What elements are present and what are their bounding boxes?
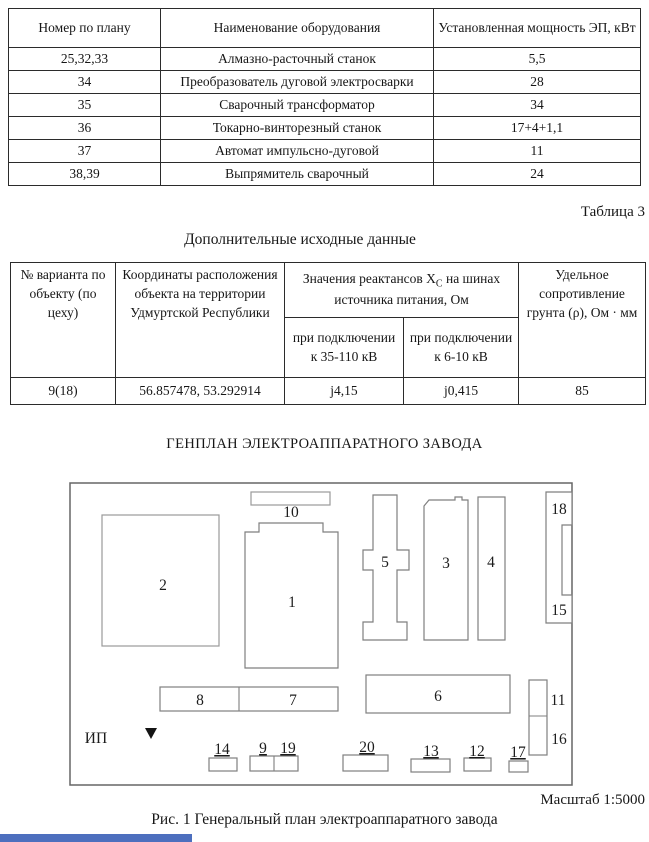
table-cell: 25,32,33 <box>9 48 161 71</box>
table-caption: Таблица 3 <box>580 204 645 220</box>
plan-label: 6 <box>434 688 442 705</box>
reactance-subscript: С <box>435 278 443 290</box>
genplan-figure <box>60 480 600 790</box>
additional-data-title: Дополнительные исходные данные <box>184 231 416 248</box>
variant-table <box>10 262 646 405</box>
col-header-coordinates: Координаты расположения объекта на территории Удмуртской Республики <box>116 263 285 378</box>
cell-reactance-35-110: j4,15 <box>285 378 404 405</box>
plan-label: 4 <box>487 554 495 571</box>
table-cell: 34 <box>434 94 641 117</box>
plan-label: 14 <box>214 741 230 758</box>
cell-soil-resistivity: 85 <box>519 378 646 405</box>
plan-label: 10 <box>283 504 299 521</box>
variant-table-data-row <box>11 378 646 405</box>
building-14 <box>209 758 237 771</box>
genplan-title: ГЕНПЛАН ЭЛЕКТРОАППАРАТНОГО ЗАВОДА <box>166 436 483 452</box>
table-cell: 17+4+1,1 <box>434 117 641 140</box>
building-20 <box>343 755 388 771</box>
plan-label: 13 <box>423 743 439 760</box>
table-cell: 11 <box>434 140 641 163</box>
table-cell: Токарно-винторезный станок <box>161 117 434 140</box>
table-cell: 24 <box>434 163 641 186</box>
equipment-table-header-row <box>9 9 641 48</box>
variant-table-header-row-1 <box>11 263 646 318</box>
building-8-7 <box>160 687 338 711</box>
table-cell: 38,39 <box>9 163 161 186</box>
table-cell: 34 <box>9 71 161 94</box>
bottom-blue-strip <box>0 834 192 842</box>
plan-label: 2 <box>159 577 167 594</box>
figure-caption: Рис. 1 Генеральный план электроаппаратного завода <box>151 811 498 828</box>
col-header-reactance-group <box>285 263 519 318</box>
col-header-equipment-name: Наименование оборудования <box>161 9 434 48</box>
table-row <box>9 163 641 186</box>
table-cell: Выпрямитель сварочный <box>161 163 434 186</box>
table-row <box>9 48 641 71</box>
plan-label: 5 <box>381 554 389 571</box>
plan-label: 7 <box>289 692 297 709</box>
plan-label: ИП <box>84 730 108 747</box>
power-source-triangle-icon <box>145 728 157 739</box>
plan-label: 3 <box>442 555 450 572</box>
table-cell: 36 <box>9 117 161 140</box>
plan-label: 9 <box>259 740 267 757</box>
table-cell: Преобразователь дуговой электросварки <box>161 71 434 94</box>
table-row <box>9 71 641 94</box>
cell-coordinates: 56.857478, 53.292914 <box>116 378 285 405</box>
plan-label: 18 <box>551 501 567 518</box>
plan-label: 17 <box>510 744 526 761</box>
plan-label: 8 <box>196 692 204 709</box>
col-header-35-110kv: при подключении к 35-110 кВ <box>285 318 404 378</box>
col-header-plan-number: Номер по плану <box>9 9 161 48</box>
table-cell: Сварочный трансформатор <box>161 94 434 117</box>
building-11-16 <box>529 680 547 755</box>
reactance-text-post: на шинах источника питания, Ом <box>334 270 501 308</box>
col-header-6-10kv: при подключении к 6-10 кВ <box>404 318 519 378</box>
plan-label: 11 <box>550 692 566 709</box>
col-header-variant-number: № варианта по объекту (по цеху) <box>11 263 116 378</box>
col-header-soil-resistivity: Удельное сопротивление грунта (ρ), Ом · мм <box>519 263 646 378</box>
plan-label: 12 <box>469 743 485 760</box>
building-13 <box>411 759 450 772</box>
table-cell: 37 <box>9 140 161 163</box>
col-header-installed-power: Установленная мощность ЭП, кВт <box>434 9 641 48</box>
reactance-text-pre: Значения реактансов Х <box>302 270 436 286</box>
table-row <box>9 140 641 163</box>
cell-variant-number: 9(18) <box>11 378 116 405</box>
plan-label: 19 <box>280 740 296 757</box>
table-cell: Автомат импульсно-дуговой <box>161 140 434 163</box>
plan-label: 15 <box>551 602 567 619</box>
equipment-table-body <box>9 48 641 186</box>
equipment-table <box>8 8 641 186</box>
table-cell: Алмазно-расточный станок <box>161 48 434 71</box>
plan-label: 16 <box>551 731 567 748</box>
table-cell: 35 <box>9 94 161 117</box>
plan-label: 20 <box>359 739 375 756</box>
building-17 <box>509 761 528 772</box>
cell-reactance-6-10: j0,415 <box>404 378 519 405</box>
scale-label: Масштаб 1:5000 <box>540 792 645 808</box>
table-cell: 28 <box>434 71 641 94</box>
table-cell: 5,5 <box>434 48 641 71</box>
table-row <box>9 94 641 117</box>
table-row <box>9 117 641 140</box>
plan-label: 1 <box>288 594 296 611</box>
